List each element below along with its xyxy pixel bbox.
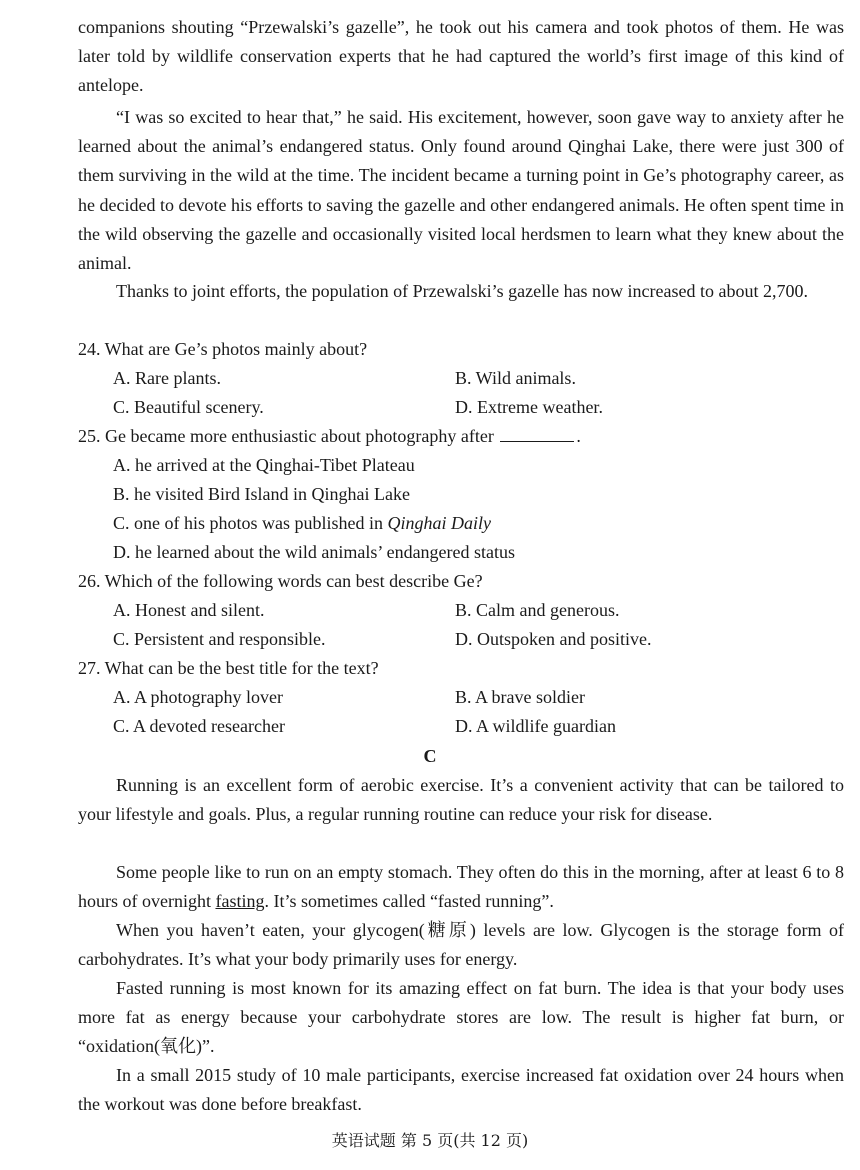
- page-footer: 英语试题 第 5 页(共 12 页): [331, 1131, 529, 1150]
- answer-blank: [500, 440, 574, 442]
- question-25-stem: 25. Ge became more enthusiastic about photography after: [78, 426, 494, 446]
- question-25-option-a: A. he arrived at the Qinghai-Tibet Plateau: [113, 455, 415, 475]
- passage-b-paragraph-3: Thanks to joint efforts, the population of Przewalski’s gazelle has now increased to about 2,700.: [116, 281, 809, 301]
- newspaper-title: Qinghai Daily: [387, 513, 491, 533]
- question-26-option-d: D. Outspoken and positive.: [455, 629, 652, 649]
- question-26-option-a: A. Honest and silent.: [113, 600, 265, 620]
- passage-c-paragraph-3: When you haven’t eaten, your glycogen(糖原) levels are low. Glycogen is the storage form of carbohydrates. It’s what your body primarily uses for energy.: [78, 920, 844, 970]
- question-27-option-a: A. A photography lover: [113, 687, 283, 707]
- underlined-word: fasting: [215, 891, 265, 912]
- question-25-option-d: D. he learned about the wild animals’ endangered status: [113, 542, 516, 562]
- question-25-option-b: B. he visited Bird Island in Qinghai Lake: [113, 484, 410, 504]
- question-25-stem-line: [78, 422, 844, 451]
- question-24-option-c: C. Beautiful scenery.: [113, 397, 264, 417]
- question-27-stem: 27. What can be the best title for the text?: [78, 658, 379, 678]
- passage-c-paragraph-1: Running is an excellent form of aerobic exercise. It’s a convenient activity that can be tailored to your lifestyle and goals. Plus, a regular running routine can reduce your risk for disease.: [78, 775, 844, 825]
- passage-c-paragraph-4: Fasted running is most known for its amazing effect on fat burn. The idea is that your body uses more fat as energy because your carbohydrate stores are low. The result is higher fat burn, or “oxidation(氧化)”.: [78, 978, 844, 1057]
- question-25-option-c-text: C. one of his photos was published in: [113, 513, 388, 533]
- question-27-option-b: B. A brave soldier: [455, 687, 585, 707]
- question-24-option-a: A. Rare plants.: [113, 368, 221, 388]
- question-25-option-c: [113, 509, 491, 538]
- question-24-option-b: B. Wild animals.: [455, 368, 576, 388]
- question-25-stem-end: .: [576, 426, 581, 446]
- passage-c-heading: C: [423, 746, 437, 766]
- question-26-stem: 26. Which of the following words can best describe Ge?: [78, 571, 483, 591]
- question-24-option-d: D. Extreme weather.: [455, 397, 603, 417]
- question-27-option-c: C. A devoted researcher: [113, 716, 285, 736]
- question-27-option-d: D. A wildlife guardian: [455, 716, 616, 736]
- passage-c-paragraph-5: In a small 2015 study of 10 male participants, exercise increased fat oxidation over 24 hours when the workout was done before breakfast.: [78, 1065, 844, 1115]
- question-26-option-c: C. Persistent and responsible.: [113, 629, 326, 649]
- passage-b-paragraph-2: “I was so excited to hear that,” he said. His excitement, however, soon gave way to anxiety after he learned about the animal’s endangered status. Only found around Qinghai Lake, there were just 300 of them surviving in the wild at the time. The incident became a turning point in Ge’s photography career, as he decided to devote his efforts to saving the gazelle and other endangered animals. He often spent time in the wild observing the gazelle and occasionally visited local herdsmen to learn what they knew about the animal.: [78, 107, 844, 274]
- question-26-option-b: B. Calm and generous.: [455, 600, 620, 620]
- passage-c-paragraph-2: [78, 858, 844, 916]
- passage-c-paragraph-2-text: Some people like to run on an empty stomach. They often do this in the morning, after at least 6 to 8 hours of overnight: [78, 862, 844, 912]
- passage-b-paragraph-1: companions shouting “Przewalski’s gazelle”, he took out his camera and took photos of them. He was later told by wildlife conservation experts that he had captured the world’s first image of this kind of antelope.: [78, 17, 844, 96]
- passage-c-paragraph-2-end: . It’s sometimes called “fasted running”.: [264, 891, 554, 912]
- question-24-stem: 24. What are Ge’s photos mainly about?: [78, 339, 368, 359]
